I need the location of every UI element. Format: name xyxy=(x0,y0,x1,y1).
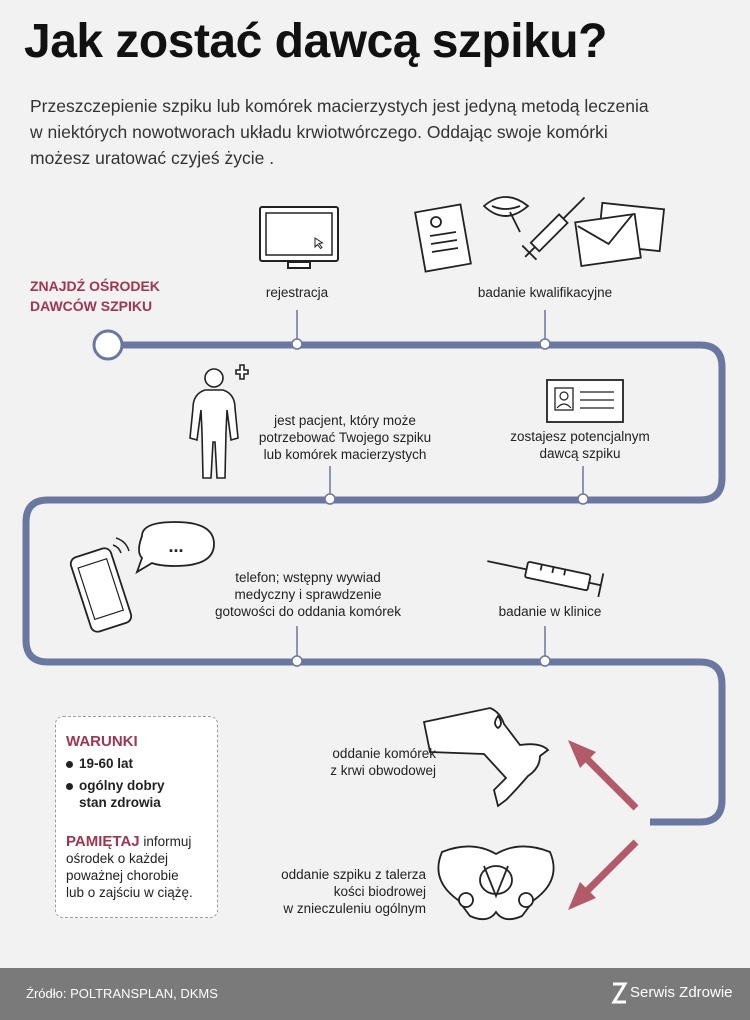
step-phone-interview xyxy=(198,569,418,620)
remember-heading: PAMIĘTAJ xyxy=(66,833,140,850)
condition-health-text: ogólny dobry xyxy=(79,778,165,793)
intro-line-2: w niektórych nowotworach układu krwiotwórczego. Oddając swoje komórki xyxy=(30,122,608,142)
step-label-line: z krwi obwodowej xyxy=(330,763,436,778)
step-potential-donor xyxy=(490,428,670,462)
step-label-line: jest pacjent, który może xyxy=(274,413,416,428)
arm-drop-icon xyxy=(424,708,548,806)
start-node xyxy=(94,331,122,359)
remember-line: ośrodek o każdej xyxy=(66,851,169,866)
bullet-icon xyxy=(66,783,73,790)
branch-arrows xyxy=(568,740,636,910)
brand-name: Serwis Zdrowie xyxy=(630,984,733,1001)
step-label-line: potrzebować Twojego szpiku xyxy=(258,430,432,445)
conditions-heading: WARUNKI xyxy=(66,733,138,750)
step-label-line: telefon; wstępny wywiad xyxy=(235,570,381,585)
phone-icon xyxy=(69,522,214,634)
remember-line: lub o zajściu w ciążę. xyxy=(66,885,193,900)
remember-line: poważnej chorobie xyxy=(66,868,179,883)
brand-logo-icon xyxy=(610,980,628,1006)
condition-age xyxy=(66,755,133,772)
start-label-line-1: ZNAJDŹ OŚRODEK xyxy=(30,278,160,294)
monitor-icon xyxy=(260,207,338,268)
patient-icon xyxy=(190,365,248,478)
step-registration xyxy=(237,284,357,301)
step-label-line: rejestracja xyxy=(265,285,329,300)
step-label-line: dawcą szpiku xyxy=(539,446,621,461)
conditions-box xyxy=(55,716,218,918)
documents-syringe-envelope-icon xyxy=(415,190,664,271)
step-peripheral-blood xyxy=(296,745,436,779)
step-clinic-test xyxy=(470,603,630,620)
step-label-line: zostajesz potencjalnym xyxy=(510,429,650,444)
condition-health xyxy=(66,777,165,811)
bullet-icon xyxy=(66,761,73,768)
page-title: Jak zostać dawcą szpiku? xyxy=(24,15,607,68)
condition-age-text: 19-60 lat xyxy=(79,756,134,771)
step-patient-needs xyxy=(245,412,445,463)
intro-line-3: możesz uratować czyjeś życie . xyxy=(30,148,275,168)
source-text: Źródło: POLTRANSPLAN, DKMS xyxy=(26,986,218,1001)
pelvis-icon xyxy=(438,846,553,919)
step-bone-marrow xyxy=(236,866,426,917)
step-label-line: medyczny i sprawdzenie xyxy=(234,587,382,602)
intro-line-1: Przeszczepienie szpiku lub komórek macierzystych jest jedyną metodą leczenia xyxy=(30,96,649,116)
step-label-line: oddanie szpiku z talerza xyxy=(281,867,426,882)
speech-bubble-text: ... xyxy=(168,536,184,556)
syringe-icon xyxy=(485,549,603,597)
step-label-line: lub komórek macierzystych xyxy=(263,447,427,462)
step-label-line: badanie w klinice xyxy=(498,604,602,619)
remember-note xyxy=(66,833,216,901)
step-label-line: gotowości do oddania komórek xyxy=(214,604,402,619)
step-label-line: w znieczuleniu ogólnym xyxy=(283,901,426,916)
step-label-line: badanie kwalifikacyjne xyxy=(477,285,613,300)
step-qualification-test xyxy=(460,284,630,301)
condition-health-text-2: stan zdrowia xyxy=(79,795,161,810)
donor-card-icon xyxy=(547,380,623,422)
step-label-line: oddanie komórek xyxy=(332,746,436,761)
start-label-line-2: DAWCÓW SZPIKU xyxy=(30,298,153,314)
remember-line: informuj xyxy=(143,834,192,849)
start-label xyxy=(30,276,160,316)
step-label-line: kości biodrowej xyxy=(333,884,426,899)
